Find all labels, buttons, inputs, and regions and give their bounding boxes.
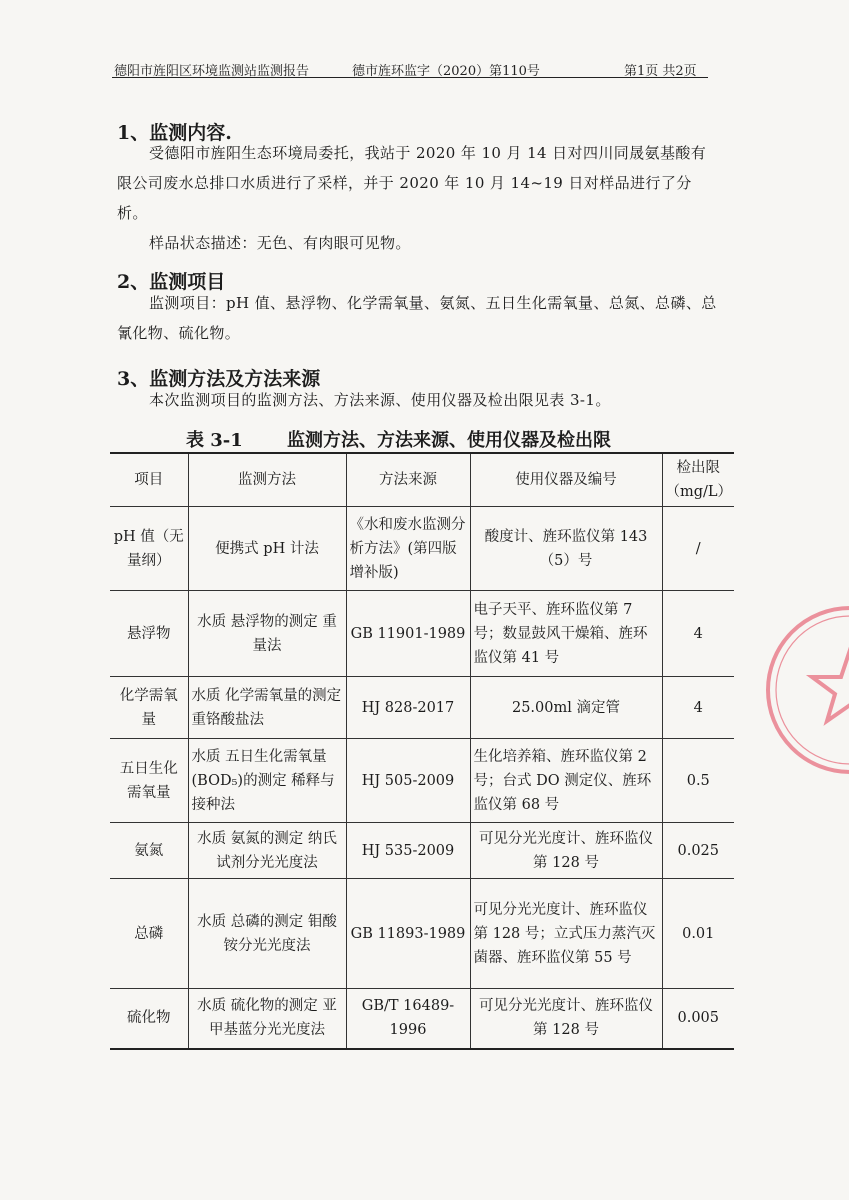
cell-item: 硫化物 [110, 989, 188, 1049]
cell-source: HJ 828-2017 [346, 677, 470, 739]
cell-limit: 4 [662, 591, 734, 677]
header-item: 项目 [110, 453, 188, 507]
section-1-title: 1、监测内容. [117, 122, 232, 144]
table-row [110, 879, 734, 989]
seal-outer-ring [768, 608, 849, 772]
header-source: 方法来源 [346, 453, 470, 507]
section-2-paragraph-1 [117, 288, 717, 348]
section-2-text-1: 监测项目：pH 值、悬浮物、化学需氧量、氨氮、五日生化需氧量、总氮、总磷、总氰化物、硫化物。 [117, 294, 717, 342]
cell-method: 水质 总磷的测定 钼酸铵分光光度法 [188, 879, 346, 989]
cell-instrument: 可见分光光度计、旌环监仪第 128 号 [470, 823, 662, 879]
section-3-title: 3、监测方法及方法来源 [117, 368, 321, 390]
cell-item: 化学需氧量 [110, 677, 188, 739]
table-header-row [110, 453, 734, 507]
cell-item: 悬浮物 [110, 591, 188, 677]
cell-item: 五日生化需氧量 [110, 739, 188, 823]
table-number: 表 3-1 [186, 430, 243, 451]
cell-limit: 0.005 [662, 989, 734, 1049]
cell-instrument: 酸度计、旌环监仪第 143（5）号 [470, 507, 662, 591]
section-1-paragraph-2 [117, 228, 717, 258]
header-limit: 检出限（mg/L） [662, 453, 734, 507]
cell-instrument: 可见分光光度计、旌环监仪第 128 号 [470, 989, 662, 1049]
cell-source: HJ 505-2009 [346, 739, 470, 823]
table-row [110, 739, 734, 823]
table-row [110, 507, 734, 591]
cell-limit: 0.5 [662, 739, 734, 823]
cell-source: HJ 535-2009 [346, 823, 470, 879]
table-title: 监测方法、方法来源、使用仪器及检出限 [287, 430, 611, 451]
cell-item: 氨氮 [110, 823, 188, 879]
cell-method: 水质 化学需氧量的测定 重铬酸盐法 [188, 677, 346, 739]
cell-limit: 0.025 [662, 823, 734, 879]
cell-limit: 0.01 [662, 879, 734, 989]
cell-source: 《水和废水监测分析方法》(第四版增补版) [346, 507, 470, 591]
header-doc-number: 德市旌环监字（2020）第110号 [352, 64, 540, 79]
cell-limit: 4 [662, 677, 734, 739]
cell-instrument: 生化培养箱、旌环监仪第 2 号；台式 DO 测定仪、旌环监仪第 68 号 [470, 739, 662, 823]
header-org: 德阳市旌阳区环境监测站监测报告 [114, 64, 310, 79]
cell-method: 水质 硫化物的测定 亚甲基蓝分光光度法 [188, 989, 346, 1049]
table-row [110, 677, 734, 739]
header-rule [112, 77, 708, 78]
cell-source: GB/T 16489-1996 [346, 989, 470, 1049]
section-1-paragraph-1 [117, 138, 717, 228]
cell-method: 便携式 pH 计法 [188, 507, 346, 591]
cell-method: 水质 氨氮的测定 纳氏试剂分光光度法 [188, 823, 346, 879]
cell-method: 水质 五日生化需氧量(BOD₅)的测定 稀释与接种法 [188, 739, 346, 823]
cell-item: pH 值（无量纲） [110, 507, 188, 591]
section-1-text-2: 样品状态描述：无色、有肉眼可见物。 [149, 234, 411, 252]
cell-source: GB 11893-1989 [346, 879, 470, 989]
header-method: 监测方法 [188, 453, 346, 507]
cell-instrument: 可见分光光度计、旌环监仪第 128 号；立式压力蒸汽灭菌器、旌环监仪第 55 号 [470, 879, 662, 989]
seal-star [812, 650, 849, 721]
method-table [110, 452, 734, 1050]
section-2-title: 2、监测项目 [117, 271, 226, 293]
cell-instrument: 25.00ml 滴定管 [470, 677, 662, 739]
cell-method: 水质 悬浮物的测定 重量法 [188, 591, 346, 677]
header-page-count: 第1页 共2页 [624, 64, 697, 79]
table-row [110, 823, 734, 879]
section-3-text-1: 本次监测项目的监测方法、方法来源、使用仪器及检出限见表 3-1。 [149, 391, 611, 409]
table-row [110, 989, 734, 1049]
section-3-paragraph-1 [117, 385, 717, 415]
cell-item: 总磷 [110, 879, 188, 989]
table-row [110, 591, 734, 677]
section-1-text-1: 受德阳市旌阳生态环境局委托，我站于 2020 年 10 月 14 日对四川同晟氨基酸有限公司废水总排口水质进行了采样，并于 2020 年 10 月 14~19 日对样品进行了分析。 [117, 144, 707, 222]
header-instrument: 使用仪器及编号 [470, 453, 662, 507]
cell-instrument: 电子天平、旌环监仪第 7 号；数显鼓风干燥箱、旌环监仪第 41 号 [470, 591, 662, 677]
cell-limit: / [662, 507, 734, 591]
cell-source: GB 11901-1989 [346, 591, 470, 677]
official-seal-stamp [760, 600, 849, 780]
